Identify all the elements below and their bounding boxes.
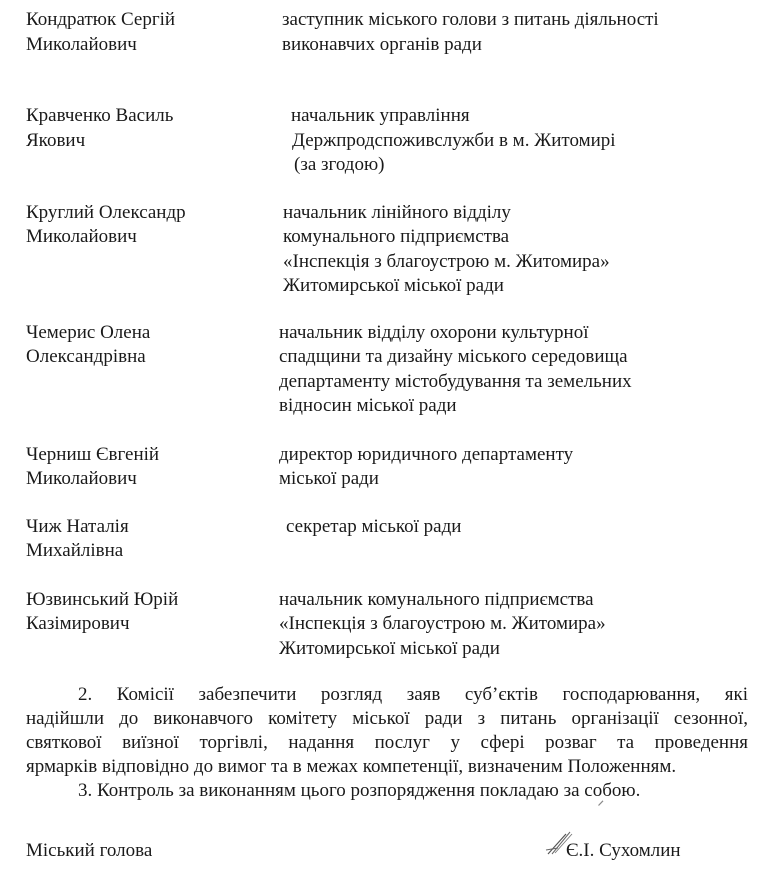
position-line: департаменту містобудування та земельних [279, 370, 632, 392]
member-position [276, 321, 761, 419]
member-name [0, 104, 276, 178]
member-entry [0, 588, 761, 662]
position-line: заступник міського голови з питань діяльності [282, 9, 659, 30]
member-entry [0, 8, 761, 57]
position-line: начальник комунального підприємства [279, 588, 594, 610]
pen-mark-icon [598, 800, 604, 806]
member-entry [0, 104, 761, 178]
position-line: начальник лінійного відділу [283, 201, 511, 223]
name-line: Якович [26, 129, 86, 151]
member-name [0, 515, 276, 564]
name-line: Миколайович [26, 226, 137, 247]
paragraph-3 [26, 779, 748, 803]
position-line: директор юридичного департаменту [279, 443, 574, 465]
position-line: Житомирської міської ради [279, 637, 500, 659]
signature-title: Міський голова [26, 840, 153, 861]
member-name [0, 588, 276, 662]
paragraph-line: 3. Контроль за виконанням цього розпорядження покладаю за собою. [78, 780, 641, 801]
member-position [276, 201, 761, 299]
position-line: Житомирської міської ради [283, 275, 504, 296]
member-name [0, 201, 276, 299]
position-line: відносин міської ради [279, 395, 457, 416]
member-name [0, 8, 276, 57]
name-line: Чемерис Олена [26, 321, 151, 343]
member-position [276, 104, 761, 178]
name-line: Юзвинський Юрій [26, 588, 179, 610]
name-line: Кондратюк Сергій [26, 9, 176, 30]
position-line: міської ради [279, 468, 379, 489]
position-line: виконавчих органів ради [282, 33, 482, 55]
member-position [276, 588, 761, 662]
signatory-name: Є.І. Сухомлин [566, 840, 681, 861]
name-line: Кравченко Василь [26, 105, 174, 126]
member-position [276, 443, 761, 492]
name-line: Миколайович [26, 468, 137, 489]
member-position [276, 8, 761, 57]
position-line: «Інспекція з благоустрою м. Житомира» [279, 613, 606, 634]
member-entry [0, 201, 761, 299]
paragraph-line: 2. Комісії забезпечити розгляд заяв суб’єктів господарювання, які [78, 684, 748, 705]
member-name [0, 321, 276, 419]
position-line: комунального підприємства [283, 226, 510, 247]
member-entry [0, 515, 761, 564]
position-line: (за згодою) [294, 154, 385, 175]
name-line: Круглий Олександр [26, 201, 186, 223]
position-line: начальник управління [291, 105, 470, 126]
name-line: Казімирович [26, 613, 130, 634]
name-line: Чиж Наталія [26, 515, 129, 537]
position-line: спадщини та дизайну міського середовища [279, 346, 628, 367]
position-line: секретар міської ради [286, 515, 462, 537]
paragraph-2 [26, 683, 748, 779]
name-line: Миколайович [26, 33, 137, 55]
signature-block [0, 835, 761, 865]
position-line: начальник відділу охорони культурної [279, 321, 589, 343]
name-line: Олександрівна [26, 346, 146, 367]
position-line: Держпродспоживслужби в м. Житомирі [292, 129, 616, 151]
paragraph-line: святкової виїзної торгівлі, надання послуг у сфері розваг та проведення [26, 732, 748, 753]
position-line: «Інспекція з благоустрою м. Житомира» [283, 250, 610, 272]
member-entry [0, 321, 761, 419]
name-line: Черниш Євгеній [26, 443, 160, 465]
member-entry [0, 443, 761, 492]
name-line: Михайлівна [26, 540, 124, 561]
member-position [276, 515, 761, 564]
member-name [0, 443, 276, 492]
paragraph-line: надійшли до виконавчого комітету міської ради з питань організації сезонної, [26, 708, 748, 729]
paragraph-line: ярмарків відповідно до вимог та в межах компетенції, визначеним Положенням. [26, 756, 677, 777]
